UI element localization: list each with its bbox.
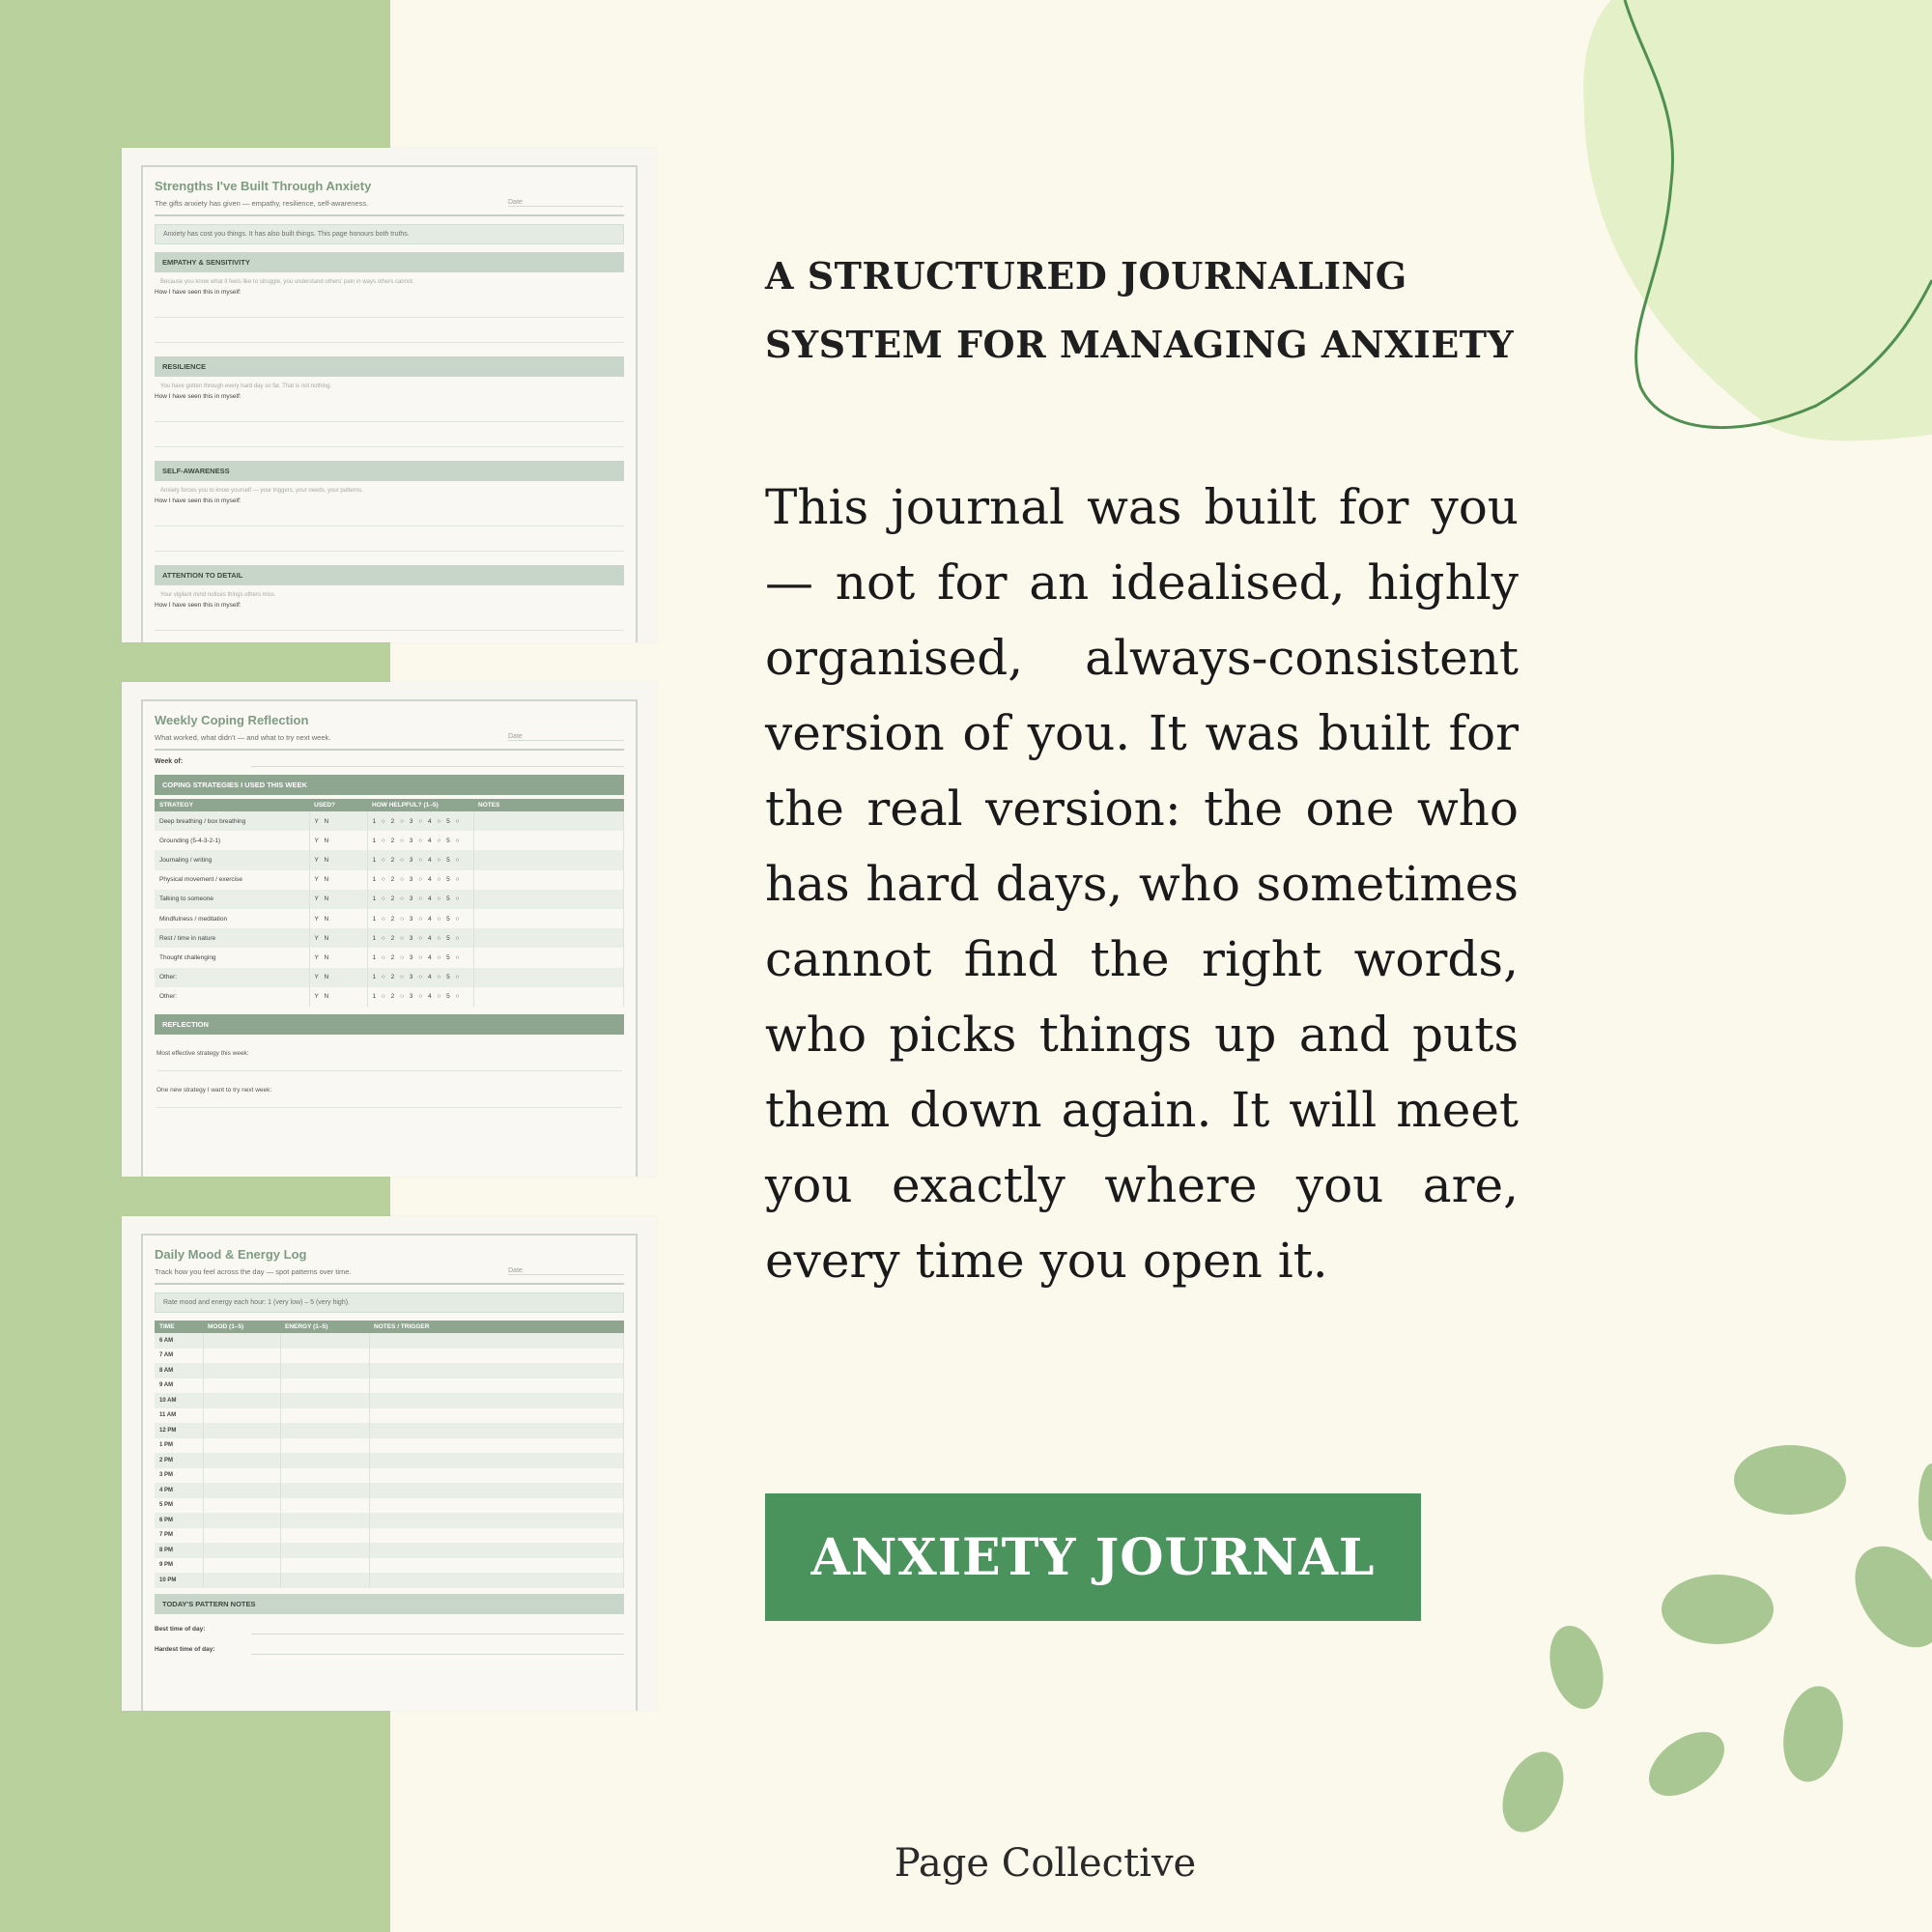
table-row [155, 1423, 624, 1438]
body-paragraph: This journal was built for you — not for an idealised, highly organised, always-consistent version of you. It was built for the real version: the one who has hard days, who sometimes cannot find the right words, who picks things up and puts them down again. It will meet you exactly where you are, every time you open it. [765, 479, 1519, 1289]
mood-cell [203, 1363, 280, 1378]
energy-cell [280, 1513, 369, 1528]
notes-cell [473, 987, 624, 1007]
button-label: ANXIETY JOURNAL [810, 1527, 1376, 1587]
section-question: How I have seen this in myself: [155, 497, 242, 504]
energy-cell [280, 1468, 369, 1484]
notes-cell [369, 1333, 624, 1349]
mood-cell [203, 1349, 280, 1364]
intro-note: Anxiety has cost you things. It has also built things. This page honours both truths. [155, 224, 624, 244]
time-cell: 10 PM [155, 1573, 203, 1588]
date-field: Date [508, 733, 624, 741]
time-cell: 7 PM [155, 1528, 203, 1544]
time-cell: 10 AM [155, 1393, 203, 1408]
reflection-question: Most effective strategy this week: [156, 1050, 622, 1071]
page-title: Daily Mood & Energy Log [155, 1247, 307, 1262]
mood-cell [203, 1333, 280, 1349]
column-header: NOTES / TRIGGER [369, 1321, 624, 1333]
page-subtitle [155, 733, 624, 743]
table-row [155, 1333, 624, 1349]
time-cell: 9 PM [155, 1558, 203, 1574]
used-options: Y N [309, 811, 367, 831]
notes-cell [369, 1378, 624, 1394]
dot [1491, 1742, 1576, 1841]
notes-cell [369, 1408, 624, 1424]
mood-cell [203, 1378, 280, 1394]
week-of-field: Week of: [155, 758, 624, 765]
column-header: MOOD (1–5) [203, 1321, 280, 1333]
mood-cell [203, 1558, 280, 1574]
notes-cell [369, 1543, 624, 1558]
time-cell: 7 AM [155, 1349, 203, 1364]
table-row [155, 1528, 624, 1544]
notes-cell [369, 1423, 624, 1438]
notes-cell [473, 831, 624, 850]
notes-cell [369, 1498, 624, 1514]
notes-cell [369, 1573, 624, 1588]
strategy-name: Thought challenging [155, 948, 309, 967]
energy-cell [280, 1498, 369, 1514]
strategy-name: Physical movement / exercise [155, 870, 309, 890]
table-row [155, 928, 624, 948]
mood-cell [203, 1513, 280, 1528]
table-row [155, 1573, 624, 1588]
helpful-scale: 1 ○ 2 ○ 3 ○ 4 ○ 5 ○ [367, 850, 473, 869]
mood-cell [203, 1498, 280, 1514]
page-subtitle-text: Track how you feel across the day — spot patterns over time. [155, 1267, 352, 1276]
notes-cell [369, 1453, 624, 1468]
used-options: Y N [309, 909, 367, 928]
time-cell: 8 PM [155, 1543, 203, 1558]
energy-cell [280, 1408, 369, 1424]
divider [155, 749, 624, 751]
top-right-blob [1583, 0, 1932, 440]
time-cell: 12 PM [155, 1423, 203, 1438]
mood-log-table [155, 1321, 624, 1588]
table-row [155, 1408, 624, 1424]
column-header: NOTES [473, 799, 624, 811]
section-question: How I have seen this in myself: [155, 289, 242, 296]
section-question: How I have seen this in myself: [155, 393, 242, 400]
helpful-scale: 1 ○ 2 ○ 3 ○ 4 ○ 5 ○ [367, 811, 473, 831]
time-cell: 1 PM [155, 1438, 203, 1454]
notes-cell [369, 1528, 624, 1544]
energy-cell [280, 1558, 369, 1574]
section-heading: COPING STRATEGIES I USED THIS WEEK [155, 775, 624, 795]
energy-cell [280, 1349, 369, 1364]
notes-cell [369, 1513, 624, 1528]
date-field: Date [508, 199, 624, 207]
section-description: Your vigilant mind notices things others miss. [160, 592, 276, 598]
page-title: Strengths I've Built Through Anxiety [155, 179, 372, 193]
mood-cell [203, 1393, 280, 1408]
energy-cell [280, 1453, 369, 1468]
dot [1776, 1682, 1850, 1787]
strategy-name: Journaling / writing [155, 850, 309, 869]
divider [155, 1283, 624, 1285]
energy-cell [280, 1528, 369, 1544]
anxiety-journal-button[interactable] [765, 1493, 1421, 1621]
table-row [155, 1363, 624, 1378]
headline-line: A STRUCTURED JOURNALING [765, 254, 1407, 298]
preview-page-weekly-coping [122, 682, 657, 1177]
notes-cell [473, 928, 624, 948]
table-row [155, 1543, 624, 1558]
table-row [155, 831, 624, 850]
intro-note: Rate mood and energy each hour: 1 (very low) – 5 (very high). [155, 1293, 624, 1313]
table-row [155, 1453, 624, 1468]
section-heading: ATTENTION TO DETAIL [155, 565, 624, 585]
divider [155, 214, 624, 216]
page-subtitle [155, 1267, 624, 1277]
helpful-scale: 1 ○ 2 ○ 3 ○ 4 ○ 5 ○ [367, 870, 473, 890]
table-row [155, 1349, 624, 1364]
section-description: Because you know what it feels like to struggle, you understand others' pain in ways others cannot. [160, 279, 414, 285]
energy-cell [280, 1363, 369, 1378]
time-cell: 9 AM [155, 1378, 203, 1394]
table-row [155, 1468, 624, 1484]
table-row [155, 1438, 624, 1454]
column-header: HOW HELPFUL? (1–5) [367, 799, 473, 811]
column-header: USED? [309, 799, 367, 811]
helpful-scale: 1 ○ 2 ○ 3 ○ 4 ○ 5 ○ [367, 890, 473, 909]
time-cell: 6 AM [155, 1333, 203, 1349]
writing-lines [155, 400, 624, 447]
page-subtitle-text: What worked, what didn't — and what to try next week. [155, 733, 331, 742]
mood-cell [203, 1468, 280, 1484]
table-row [155, 870, 624, 890]
notes-cell [473, 968, 624, 987]
table-row [155, 987, 624, 1007]
strategy-name: Grounding (5-4-3-2-1) [155, 831, 309, 850]
table-row [155, 1393, 624, 1408]
energy-cell [280, 1423, 369, 1438]
writing-lines [155, 504, 624, 552]
table-row [155, 1378, 624, 1394]
time-cell: 6 PM [155, 1513, 203, 1528]
brand-name: Page Collective [894, 1841, 1197, 1886]
energy-cell [280, 1543, 369, 1558]
table-row [155, 948, 624, 967]
date-field: Date [508, 1267, 624, 1275]
used-options: Y N [309, 850, 367, 869]
table-row [155, 1558, 624, 1574]
section-heading: SELF-AWARENESS [155, 461, 624, 481]
helpful-scale: 1 ○ 2 ○ 3 ○ 4 ○ 5 ○ [367, 909, 473, 928]
time-cell: 4 PM [155, 1483, 203, 1498]
page-subtitle-text: The gifts anxiety has given — empathy, resilience, self-awareness. [155, 199, 369, 208]
notes-cell [473, 811, 624, 831]
time-cell: 3 PM [155, 1468, 203, 1484]
section-description: You have gotten through every hard day so far. That is not nothing. [160, 384, 332, 389]
column-header: STRATEGY [155, 799, 309, 811]
used-options: Y N [309, 928, 367, 948]
energy-cell [280, 1483, 369, 1498]
time-cell: 8 AM [155, 1363, 203, 1378]
section-heading: REFLECTION [155, 1014, 624, 1035]
strategy-name: Deep breathing / box breathing [155, 811, 309, 831]
preview-page-mood-log [122, 1216, 657, 1711]
notes-cell [473, 890, 624, 909]
dot [1637, 1719, 1736, 1808]
table-row [155, 1498, 624, 1514]
used-options: Y N [309, 987, 367, 1007]
table-row [155, 1513, 624, 1528]
notes-cell [473, 948, 624, 967]
notes-cell [369, 1438, 624, 1454]
headline [765, 242, 1557, 379]
used-options: Y N [309, 948, 367, 967]
mood-cell [203, 1408, 280, 1424]
energy-cell [280, 1438, 369, 1454]
writing-lines [155, 296, 624, 343]
dot [1837, 1530, 1932, 1664]
helpful-scale: 1 ○ 2 ○ 3 ○ 4 ○ 5 ○ [367, 831, 473, 850]
reflection-question: One new strategy I want to try next week: [156, 1087, 622, 1108]
notes-cell [473, 909, 624, 928]
helpful-scale: 1 ○ 2 ○ 3 ○ 4 ○ 5 ○ [367, 968, 473, 987]
notes-cell [369, 1468, 624, 1484]
page-subtitle [155, 199, 624, 209]
dot [1918, 1463, 1932, 1541]
notes-cell [369, 1349, 624, 1364]
dot [1541, 1620, 1611, 1715]
used-options: Y N [309, 968, 367, 987]
mood-cell [203, 1483, 280, 1498]
mood-cell [203, 1453, 280, 1468]
used-options: Y N [309, 870, 367, 890]
energy-cell [280, 1378, 369, 1394]
column-header: ENERGY (1–5) [280, 1321, 369, 1333]
time-cell: 2 PM [155, 1453, 203, 1468]
helpful-scale: 1 ○ 2 ○ 3 ○ 4 ○ 5 ○ [367, 948, 473, 967]
section-heading: RESILIENCE [155, 356, 624, 377]
writing-lines [155, 609, 624, 642]
notes-cell [369, 1558, 624, 1574]
dot [1734, 1445, 1846, 1515]
used-options: Y N [309, 831, 367, 850]
helpful-scale: 1 ○ 2 ○ 3 ○ 4 ○ 5 ○ [367, 987, 473, 1007]
notes-cell [369, 1483, 624, 1498]
section-heading: EMPATHY & SENSITIVITY [155, 252, 624, 272]
notes-cell [369, 1363, 624, 1378]
mood-cell [203, 1543, 280, 1558]
section-question: How I have seen this in myself: [155, 602, 242, 609]
strategies-table [155, 799, 624, 1007]
page-title: Weekly Coping Reflection [155, 713, 309, 727]
table-row [155, 968, 624, 987]
helpful-scale: 1 ○ 2 ○ 3 ○ 4 ○ 5 ○ [367, 928, 473, 948]
column-header: TIME [155, 1321, 203, 1333]
mood-cell [203, 1573, 280, 1588]
mood-cell [203, 1528, 280, 1544]
headline-line: SYSTEM FOR MANAGING ANXIETY [765, 323, 1515, 366]
table-row [155, 909, 624, 928]
section-description: Anxiety forces you to know yourself — your triggers, your needs, your patterns. [160, 488, 363, 494]
time-cell: 5 PM [155, 1498, 203, 1514]
notes-cell [369, 1393, 624, 1408]
pattern-field: Hardest time of day: [155, 1646, 624, 1655]
notes-cell [473, 870, 624, 890]
dot [1662, 1575, 1774, 1644]
strategy-name: Mindfulness / meditation [155, 909, 309, 928]
energy-cell [280, 1573, 369, 1588]
strategy-name: Rest / time in nature [155, 928, 309, 948]
notes-cell [473, 850, 624, 869]
pattern-field: Best time of day: [155, 1626, 624, 1634]
table-row [155, 890, 624, 909]
strategy-name: Other: [155, 968, 309, 987]
mood-cell [203, 1423, 280, 1438]
decorative-dots [1491, 1445, 1932, 1842]
used-options: Y N [309, 890, 367, 909]
table-row [155, 811, 624, 831]
strategy-name: Talking to someone [155, 890, 309, 909]
preview-page-strengths [122, 148, 657, 642]
energy-cell [280, 1333, 369, 1349]
table-row [155, 1483, 624, 1498]
energy-cell [280, 1393, 369, 1408]
mood-cell [203, 1438, 280, 1454]
section-heading: TODAY'S PATTERN NOTES [155, 1594, 624, 1614]
time-cell: 11 AM [155, 1408, 203, 1424]
strategy-name: Other: [155, 987, 309, 1007]
table-row [155, 850, 624, 869]
